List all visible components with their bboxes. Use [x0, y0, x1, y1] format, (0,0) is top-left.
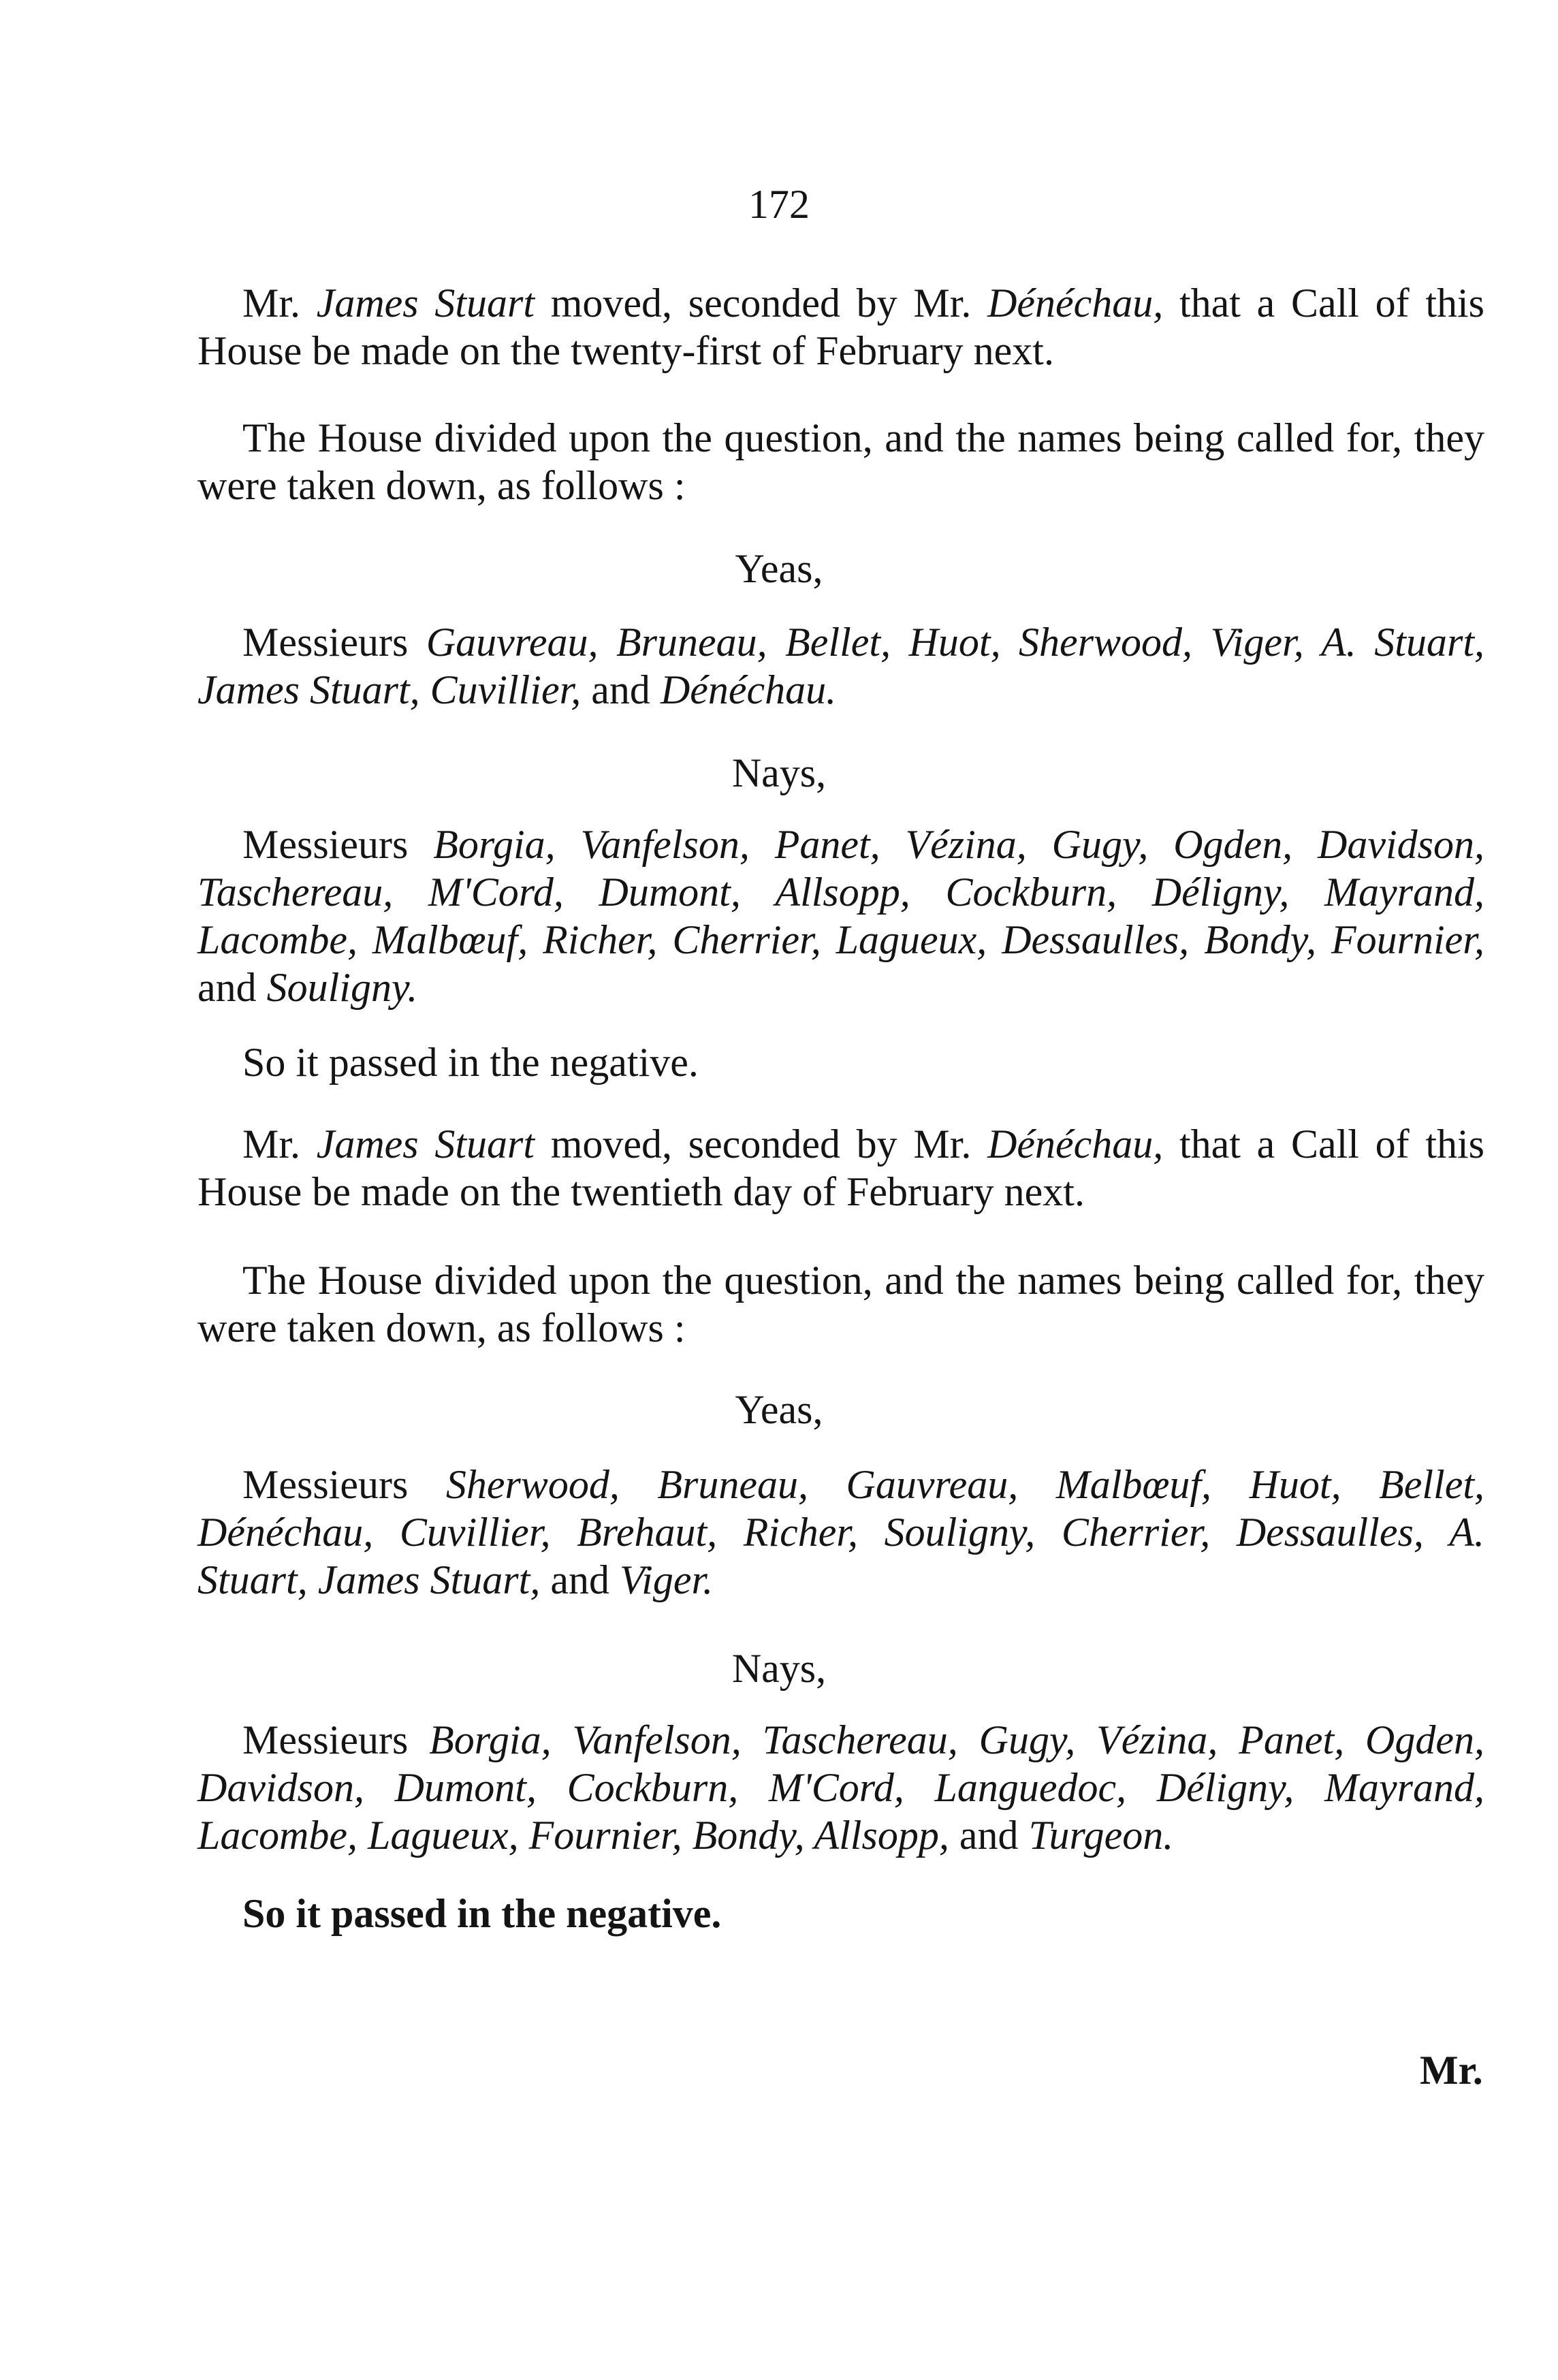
conjunction: and	[197, 965, 267, 1010]
nays-heading-1: Nays,	[731, 750, 827, 795]
yeas-list-2	[197, 1461, 1484, 1604]
motion-paragraph-1	[197, 279, 1484, 375]
mover-name: James Stuart	[316, 281, 535, 326]
nays-last-name: Turgeon.	[1028, 1813, 1174, 1858]
motion-text: Mr.	[242, 281, 317, 326]
messieurs-label: Messieurs	[242, 822, 434, 867]
seconder-name: Dénéchau,	[987, 1122, 1164, 1167]
page-number: 172	[748, 182, 810, 227]
motion-text: Mr.	[242, 1122, 317, 1167]
seconder-name: Dénéchau,	[987, 281, 1164, 326]
messieurs-label: Messieurs	[242, 1462, 446, 1507]
nays-list-2	[197, 1716, 1484, 1859]
division-paragraph-2: The House divided upon the question, and the names being called for, they were taken down, as follows :	[197, 1258, 1484, 1350]
nays-list-1	[197, 821, 1484, 1011]
yeas-list-1	[197, 618, 1484, 714]
nays-names: Borgia, Vanfelson, Panet, Vézina, Gugy, Ogden, Davidson, Taschereau, M'Cord, Dumont, Allsopp, Cockburn, Déligny, Mayrand, Lacombe, Malbœuf, Richer, Cherrier, Lagueux, Dessaulles, Bondy, Fournier,	[197, 822, 1485, 962]
motion-text: that a Call of this House be made on the twentieth day of February next.	[197, 1122, 1485, 1214]
mover-name: James Stuart	[316, 1122, 535, 1167]
yeas-names: Gauvreau, Bruneau, Bellet, Huot, Sherwood, Viger, A. Stuart, James Stuart, Cuvillier,	[197, 620, 1484, 712]
messieurs-label: Messieurs	[242, 620, 426, 665]
result-1: So it passed in the negative.	[242, 1040, 699, 1085]
motion-text: moved, seconded by Mr.	[535, 281, 988, 326]
yeas-names: Sherwood, Bruneau, Gauvreau, Malbœuf, Huot, Bellet, Dénéchau, Cuvillier, Brehaut, Richer, Souligny, Cherrier, Dessaulles, A. Stuart, James Stuart,	[197, 1462, 1485, 1602]
division-paragraph-1: The House divided upon the question, and the names being called for, they were taken down, as follows :	[197, 415, 1484, 508]
motion-text: that a Call of this House be made on the twenty-first of February next.	[197, 281, 1485, 373]
conjunction: and	[581, 667, 661, 712]
conjunction: and	[949, 1813, 1029, 1858]
yeas-last-name: Dénéchau.	[660, 667, 837, 712]
yeas-heading-1: Yeas,	[735, 546, 823, 591]
conjunction: and	[540, 1557, 620, 1602]
motion-paragraph-2	[197, 1120, 1484, 1216]
nays-heading-2: Nays,	[731, 1646, 827, 1691]
nays-names: Borgia, Vanfelson, Taschereau, Gugy, Vézina, Panet, Ogden, Davidson, Dumont, Cockburn, M'Cord, Languedoc, Déligny, Mayrand, Lacombe, Lagueux, Fournier, Bondy, Allsopp,	[197, 1717, 1485, 1858]
yeas-last-name: Viger.	[619, 1557, 714, 1602]
catchword: Mr.	[1420, 2048, 1483, 2093]
result-2: So it passed in the negative.	[242, 1891, 722, 1936]
yeas-heading-2: Yeas,	[735, 1387, 823, 1432]
messieurs-label: Messieurs	[242, 1717, 430, 1762]
motion-text: moved, seconded by Mr.	[535, 1122, 988, 1167]
nays-last-name: Souligny.	[266, 965, 418, 1010]
